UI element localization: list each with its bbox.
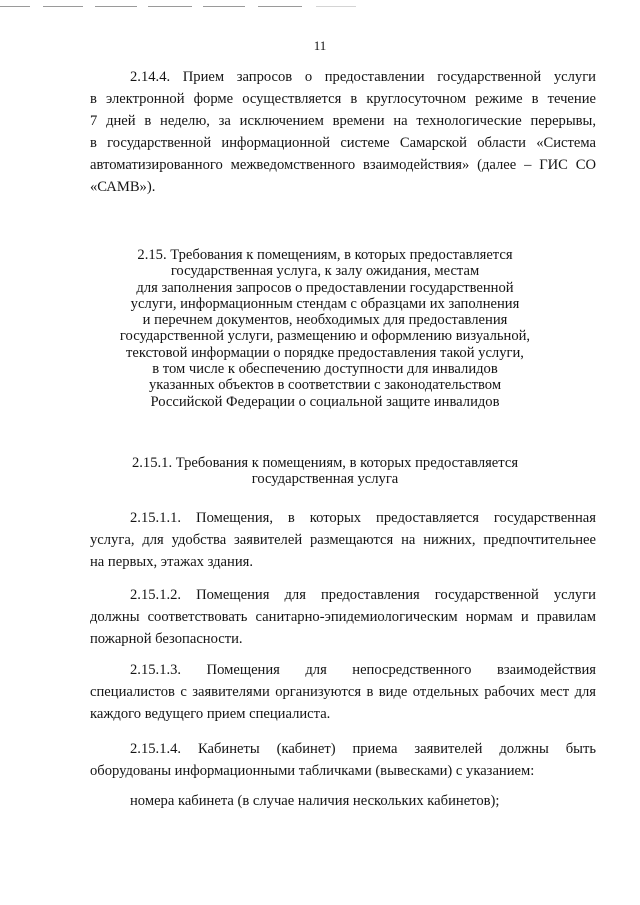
paragraph-line: на первых, этажах здания. <box>90 554 253 570</box>
page-number: 11 <box>313 38 327 53</box>
paragraph-line: пожарной безопасности. <box>90 631 243 647</box>
top-rule <box>95 6 137 7</box>
paragraph-line: автоматизированного межведомственного взаимодействия» (далее – ГИС СО <box>90 157 596 173</box>
heading-line: и перечнем документов, необходимых для предоставления <box>142 312 508 329</box>
heading-line: 2.15.1. Требования к помещениям, в которых предоставляется <box>131 455 519 471</box>
heading-line: Российской Федерации о социальной защите инвалидов <box>150 393 500 410</box>
paragraph-line: номера кабинета (в случае наличия нескольких кабинетов); <box>130 793 500 809</box>
heading-line: услуги, информационным стендам с образцами их заполнения <box>130 295 520 312</box>
section-heading-2-15 <box>60 247 590 410</box>
heading-line: государственная услуга <box>251 471 399 488</box>
top-rule <box>316 6 356 7</box>
top-rule <box>43 6 83 7</box>
top-rule <box>148 6 192 7</box>
paragraph-2-15-1-3 <box>90 659 596 725</box>
paragraph-room-number <box>90 790 596 812</box>
paragraph-2-15-1-4 <box>90 738 596 782</box>
heading-line: в том числе к обеспечению доступности для инвалидов <box>152 361 498 378</box>
paragraph-line: «САМВ»). <box>90 179 156 195</box>
paragraph-line: специалистов с заявителями организуются в виде отдельных рабочих мест для <box>90 684 596 700</box>
paragraph-line: каждого ведущего прием специалиста. <box>90 706 331 722</box>
top-rule <box>258 6 302 7</box>
paragraph-line: должны соответствовать санитарно-эпидемиологическим нормам и правилам <box>90 609 596 625</box>
paragraph-line: 2.15.1.1. Помещения, в которых предоставляется государственная <box>130 510 596 526</box>
paragraph-2-15-1-2 <box>90 584 596 650</box>
heading-line: 2.15. Требования к помещениям, в которых предоставляется <box>137 247 513 263</box>
paragraph-line: 2.15.1.3. Помещения для непосредственного взаимодействия <box>130 662 596 678</box>
paragraph-line: 2.15.1.4. Кабинеты (кабинет) приема заявителей должны быть <box>130 741 596 757</box>
paragraph-line: оборудованы информационными табличками (вывесками) с указанием: <box>90 763 535 779</box>
section-heading-2-15-1 <box>60 455 590 488</box>
paragraph-line: в электронной форме осуществляется в круглосуточном режиме в течение <box>90 91 596 107</box>
paragraph-line: в государственной информационной системе Самарской области «Система <box>90 135 596 151</box>
paragraph-2-15-1-1 <box>90 507 596 573</box>
heading-line: текстовой информации о порядке предоставления такой услуги, <box>126 344 524 361</box>
heading-line: указанных объектов в соответствии с законодательством <box>148 377 502 394</box>
heading-line: для заполнения запросов о предоставлении государственной <box>136 279 514 296</box>
top-rule <box>203 6 245 7</box>
heading-line: государственная услуга, к залу ожидания, местам <box>170 263 480 280</box>
paragraph-line: 2.14.4. Прием запросов о предоставлении государственной услуги <box>130 69 596 85</box>
top-rule <box>0 6 30 7</box>
paragraph-line: 7 дней в неделю, за исключением времени на технологические перерывы, <box>90 113 596 129</box>
heading-line: государственной услуги, размещению и оформлению визуальной, <box>119 328 531 345</box>
paragraph-line: услуга, для удобства заявителей размещаются на нижних, предпочтительнее <box>90 532 596 548</box>
paragraph-line: 2.15.1.2. Помещения для предоставления государственной услуги <box>130 587 596 603</box>
paragraph-2-14-4 <box>90 66 596 198</box>
